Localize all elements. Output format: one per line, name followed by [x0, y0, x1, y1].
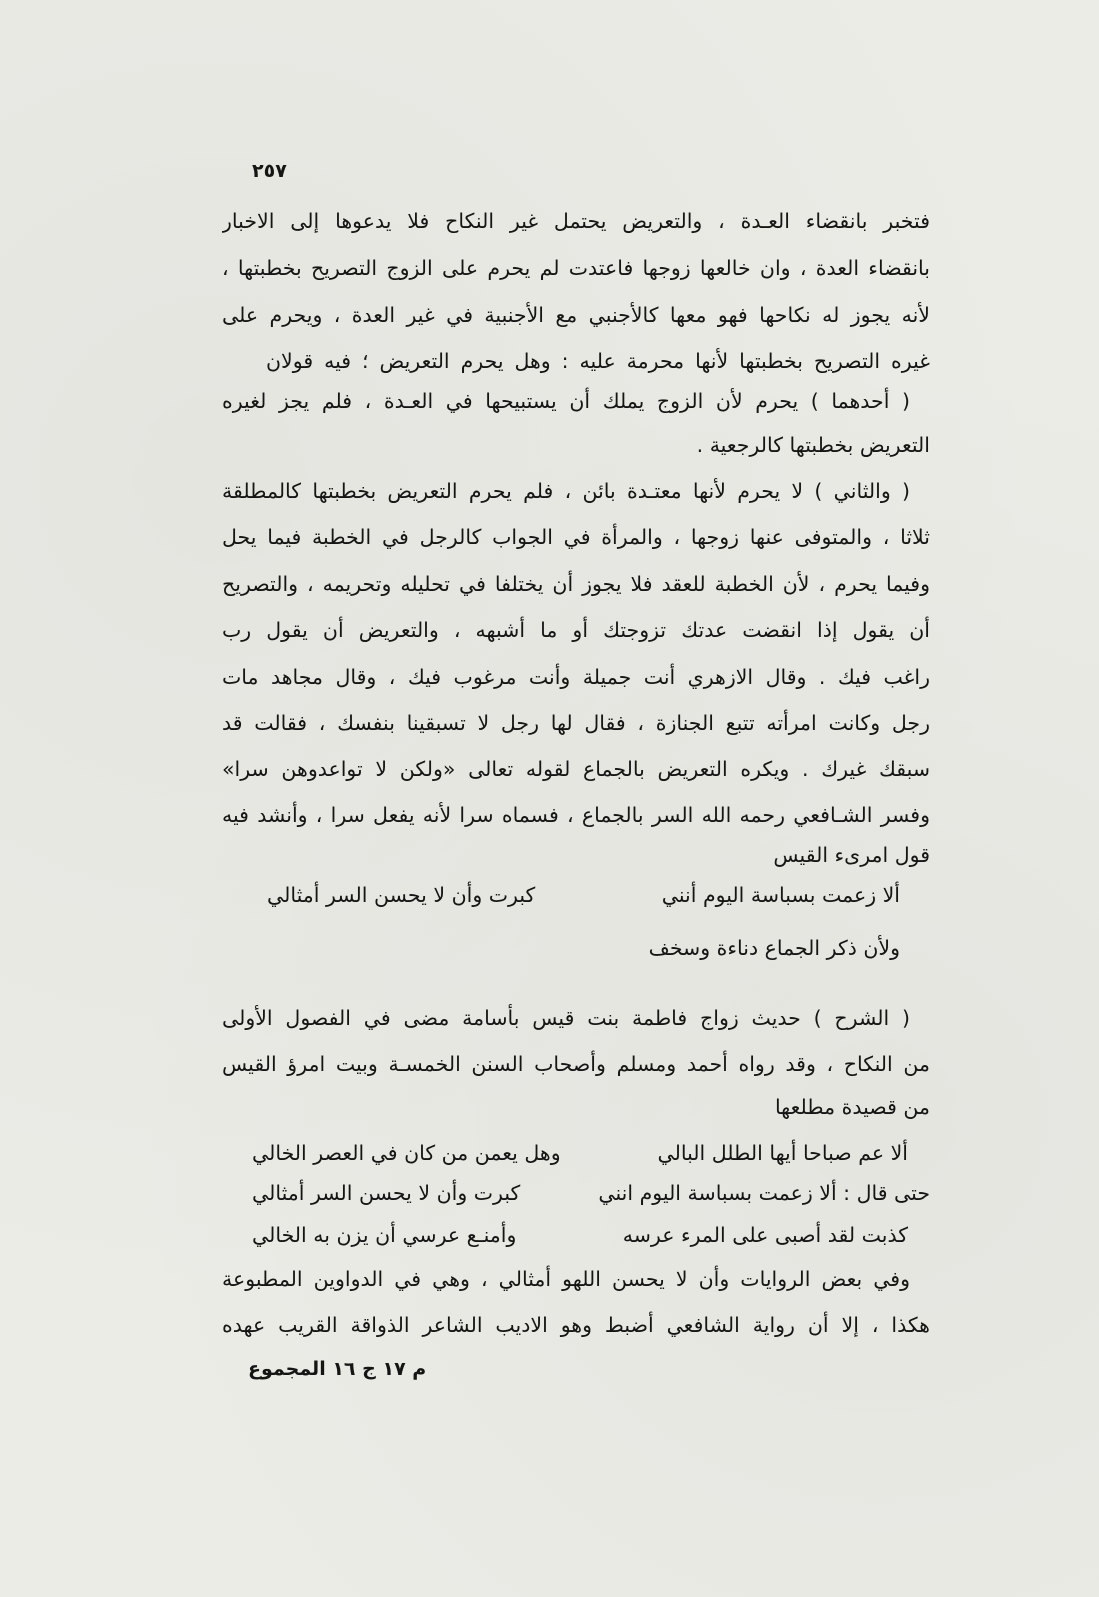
- text-line: ( الشرح ) حديث زواج فاطمة بنت قيس بأسامة مضى في الفصول الأولى: [222, 1006, 910, 1030]
- text-line: ( أحدهما ) يحرم لأن الزوج يملك أن يستبيحها في العـدة ، فلم يجز لغيره: [222, 389, 910, 413]
- text-line: رجل وكانت امرأته تتبع الجنازة ، فقال لها رجل لا تسبقينا بنفسك ، فقالت قد: [222, 711, 930, 735]
- verse-hemistich-left: كبرت وأن لا يحسن السر أمثالي: [252, 1181, 521, 1205]
- text-line: وفيما يحرم ، لأن الخطبة للعقد فلا يجوز أن يختلفا في تحليله وتحريمه ، والتصريح: [222, 572, 930, 596]
- text-line: فتخبر بانقضاء العـدة ، والتعريض يحتمل غير النكاح فلا يدعوها إلى الاخبار: [222, 209, 930, 233]
- page-number: ٢٥٧: [252, 160, 287, 182]
- verse-hemistich-left: وهل يعمن من كان في العصر الخالي: [252, 1141, 561, 1165]
- verse-hemistich-right: ألا زعمت بسباسة اليوم أنني: [661, 883, 900, 907]
- text-line: وفسر الشـافعي رحمه الله السر بالجماع ، فسماه سرا لأنه يفعل سرا ، وأنشد فيه: [222, 803, 930, 827]
- text-line: أن يقول إذا انقضت عدتك تزوجتك أو ما أشبهه ، والتعريض أن يقول رب: [222, 618, 930, 642]
- verse-hemistich-left: كبرت وأن لا يحسن السر أمثالي: [267, 883, 536, 907]
- text-line: هكذا ، إلا أن رواية الشافعي أضبط وهو الاديب الشاعر الذواقة القريب عهده: [222, 1313, 930, 1337]
- text-line: قول امرىء القيس: [773, 843, 930, 867]
- text-line: غيره التصريح بخطبتها لأنها محرمة عليه : وهل يحرم التعريض ؛ فيه قولان: [266, 349, 930, 373]
- verse-hemistich-right: ألا عم صباحا أيها الطلل البالي: [657, 1141, 908, 1165]
- text-line: وفي بعض الروايات وأن لا يحسن اللهو أمثالي ، وهي في الدواوين المطبوعة: [222, 1267, 910, 1291]
- text-line: سبقك غيرك . ويكره التعريض بالجماع لقوله تعالى «ولكن لا تواعدوهن سرا»: [222, 757, 930, 781]
- verse-hemistich-right: حتى قال : ألا زعمت بسباسة اليوم انني: [598, 1181, 930, 1205]
- text-line: راغب فيك . وقال الازهري أنت جميلة وأنت مرغوب فيك ، وقال مجاهد مات: [222, 665, 930, 689]
- signature-footer: م ١٧ ج ١٦ المجموع: [248, 1358, 427, 1380]
- verse-hemistich-right: كذبت لقد أصبى على المرء عرسه: [622, 1223, 908, 1247]
- text-line: ثلاثا ، والمتوفى عنها زوجها ، والمرأة في الجواب كالرجل في الخطبة فيما يحل: [222, 525, 930, 549]
- text-line: لأنه يجوز له نكاحها فهو معها كالأجنبي مع الأجنبية في غير العدة ، ويحرم على: [222, 303, 930, 327]
- text-line: من قصيدة مطلعها: [774, 1095, 930, 1119]
- verse-hemistich-left: وأمنـع عرسي أن يزن به الخالي: [252, 1223, 517, 1247]
- text-line: من النكاح ، وقد رواه أحمد ومسلم وأصحاب السنن الخمسـة وبيت امرؤ القيس: [222, 1052, 930, 1076]
- text-line: بانقضاء العدة ، وان خالعها زوجها فاعتدت لم يحرم على الزوج التصريح بخطبتها ،: [222, 256, 930, 280]
- text-line: ( والثاني ) لا يحرم لأنها معتـدة بائن ، فلم يحرم التعريض بخطبتها كالمطلقة: [222, 479, 910, 503]
- verse-line: ولأن ذكر الجماع دناءة وسخف: [648, 936, 900, 960]
- text-line: التعريض بخطبتها كالرجعية .: [696, 433, 930, 457]
